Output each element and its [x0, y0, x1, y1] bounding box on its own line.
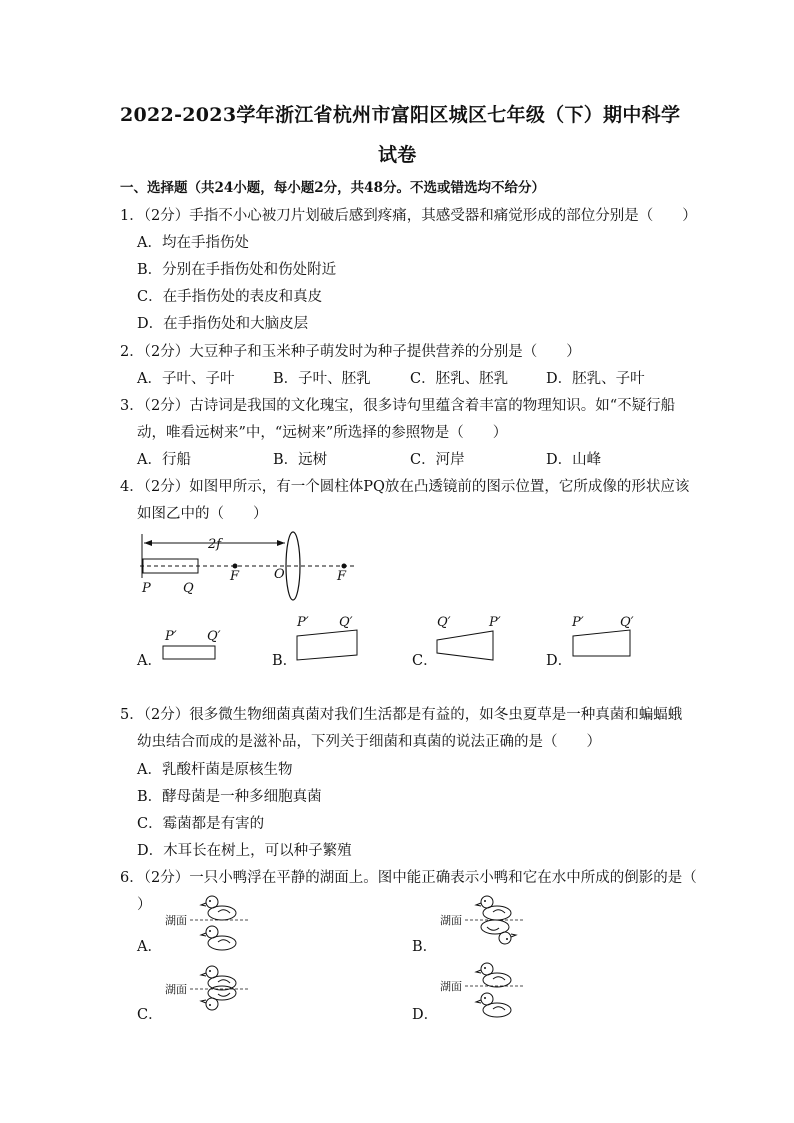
label-f-right: F [337, 569, 347, 584]
question-2-stem: 2．（2分）大豆种子和玉米种子萌发时为种子提供营养的分别是（ ） [120, 344, 581, 360]
question-3-stem-line-1: 3．（2分）古诗词是我国的文化瑰宝，很多诗句里蕴含着丰富的物理知识。如“不疑行船 [120, 398, 676, 414]
question-4-option-a: A． [137, 653, 162, 669]
option-d-lake-label: 湖面 [440, 980, 462, 993]
label-o: O [274, 567, 285, 582]
question-1-option-d: D．在手指伤处和大脑皮层 [137, 316, 309, 332]
option-d-label-p: P′ [572, 615, 584, 630]
question-3-option-d: D．山峰 [546, 452, 602, 468]
question-1-option-b: B．分别在手指伤处和伤处附近 [137, 262, 337, 278]
question-4-option-d: D． [546, 653, 573, 669]
question-2-option-a: A．子叶、子叶 [137, 371, 235, 387]
section-heading: 一、选择题（共24小题，每小题2分，共48分。不选或错选均不给分） [120, 180, 545, 196]
question-6-option-b: B． [412, 939, 438, 955]
option-a-label-q: Q′ [207, 629, 221, 644]
option-b-duck [476, 896, 511, 920]
question-5-stem-line-1: 5．（2分）很多微生物细菌真菌对我们生活都是有益的，如冬虫夏草是一种真菌和蝙蝠蛾 [120, 707, 683, 723]
option-a-duck [201, 896, 236, 920]
question-3-option-a: A．行船 [137, 452, 191, 468]
question-5-option-a: A．乳酸杆菌是原核生物 [137, 762, 293, 778]
option-c-label-p: P′ [489, 615, 501, 630]
question-5-option-d: D．木耳长在树上，可以种子繁殖 [137, 843, 352, 859]
option-a-label-p: P′ [165, 629, 177, 644]
question-3-option-c: C．河岸 [410, 452, 465, 468]
question-2-option-d: D．胚乳、子叶 [546, 371, 645, 387]
question-4-stem-line-1: 4．（2分）如图甲所示，有一个圆柱体PQ放在凸透镜前的图示位置，它所成像的形状应该 [120, 479, 690, 495]
question-4-option-b: B． [272, 653, 298, 669]
question-1-stem: 1．（2分）手指不小心被刀片划破后感到疼痛，其感受器和痛觉形成的部位分别是（ ） [120, 208, 697, 224]
question-5-option-b: B．酵母菌是一种多细胞真菌 [137, 789, 322, 805]
option-c-lake-label: 湖面 [165, 983, 187, 996]
page-title-line-2: 试卷 [378, 144, 417, 166]
question-5-stem-line-2: 幼虫结合而成的是滋补品，下列关于细菌和真菌的说法正确的是（ ） [137, 734, 601, 750]
option-d-duck-reflection [476, 993, 511, 1017]
page-title-line-1: 2022-2023学年浙江省杭州市富阳区城区七年级（下）期中科学 [120, 104, 681, 126]
label-p: P [142, 581, 151, 596]
option-b-label-q: Q′ [339, 615, 353, 630]
label-f-left: F [230, 569, 240, 584]
option-b-duck-reflection [481, 920, 516, 944]
question-6-option-c: C． [137, 1007, 163, 1023]
option-b-lake-label: 湖面 [440, 914, 462, 927]
label-q: Q [183, 581, 194, 596]
question-6-option-d: D． [412, 1007, 439, 1023]
question-1-option-a: A．均在手指伤处 [137, 235, 249, 251]
question-2-option-b: B．子叶、胚乳 [273, 371, 371, 387]
question-2-option-c: C．胚乳、胚乳 [410, 371, 509, 387]
option-a-duck-reflection [201, 926, 236, 950]
question-4-stem-line-2: 如图乙中的（ ） [137, 506, 268, 522]
question-3-stem-line-2: 动，唯看远树来”中，“远树来”所选择的参照物是（ ） [137, 425, 508, 441]
option-d-label-q: Q′ [620, 615, 634, 630]
question-5-option-c: C．霉菌都是有害的 [137, 816, 265, 832]
option-c-label-q: Q′ [437, 615, 451, 630]
question-6-stem-line-2: ） [137, 897, 152, 913]
two-f-label: 2f [208, 537, 222, 552]
option-a-lake-label: 湖面 [165, 914, 187, 927]
question-6-stem-line-1: 6．（2分）一只小鸭浮在平静的湖面上。图中能正确表示小鸭和它在水中所成的倒影的是（ [120, 870, 697, 886]
option-b-label-p: P′ [297, 615, 309, 630]
question-4-option-c: C． [412, 653, 438, 669]
question-3-option-b: B．远树 [273, 452, 328, 468]
question-1-option-c: C．在手指伤处的表皮和真皮 [137, 289, 323, 305]
question-6-option-a: A． [137, 939, 162, 955]
option-d-duck [476, 963, 511, 987]
